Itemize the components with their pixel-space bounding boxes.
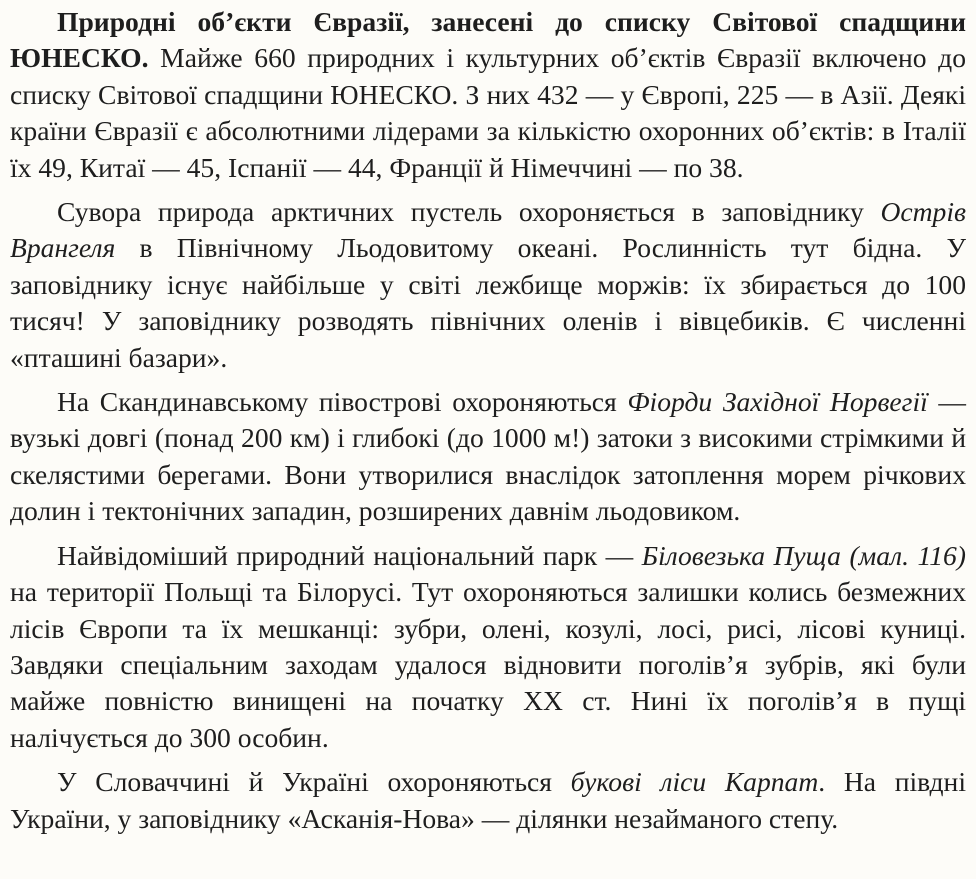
italic-term-wrangel-island: Острів Врангеля: [10, 196, 966, 264]
italic-term-carpathian-beech-forests: букові ліси Карпат: [570, 766, 819, 798]
paragraph-text: Сувора природа арктичних пустель охороняється в заповіднику: [57, 196, 881, 228]
paragraph-text: Майже 660 природних і культурних об’єктів Євразії включено до списку Світової спадщини ЮНЕСКО. З них 432 — у Європі, 225 — в Азії. Деякі країни Євразії є абсолютними лідерами за кількістю охоронних об’єктів: в Італії їх 49, Китаї — 45, Іспанії — 44, Франції й Німеччині — по 38.: [10, 42, 967, 183]
paragraph-text: На Скандинавському півострові охороняються: [57, 386, 628, 418]
italic-term-norway-fjords: Фіорди Західної Норвегії: [627, 386, 928, 418]
section-title: Природні об’єкти Євразії, занесені до списку Світової спадщини ЮНЕСКО.: [10, 6, 966, 74]
paragraph-text: . На півдні України, у заповіднику «Асканія-Нова» — ділянки незайманого степу.: [10, 766, 966, 834]
paragraph-text: Найвідоміший природний національний парк —: [57, 539, 642, 571]
paragraph-1: [10, 4, 966, 186]
paragraph-text: — вузькі довгі (понад 200 км) і глибокі (до 1000 м!) затоки з високими стрімкими й скелястими берегами. Вони утворилися внаслідок затоплення морем річкових долин і тектонічних западин, розширених давнім льодовиком.: [10, 386, 966, 527]
paragraph-3: [10, 384, 966, 530]
paragraph-text: У Словаччині й Україні охороняються: [57, 766, 571, 798]
paragraph-5: [10, 764, 966, 837]
paragraph-2: [10, 194, 966, 376]
paragraph-text: в Північному Льодовитому океані. Рослинність тут бідна. У заповіднику існує найбільше у світі лежбище моржів: їх збирається до 100 тисяч! У заповіднику розводять північних оленів і вівцебиків. Є численні «пташині базари».: [10, 232, 966, 373]
paragraph-text: на території Польщі та Білорусі. Тут охороняються залишки колись безмежних лісів Європи та їх мешканці: зубри, олені, козулі, лосі, рисі, лісові куниці. Завдяки спеціальним заходам удалося відновити поголів’я зубрів, які були майже повністю винищені на початку XX ст. Нині їх поголів’я в пущі налічується до 300 особин.: [10, 576, 966, 753]
italic-term-bialowieza-forest: Біловезька Пуща (мал. 116): [641, 539, 966, 571]
paragraph-4: [10, 538, 966, 756]
